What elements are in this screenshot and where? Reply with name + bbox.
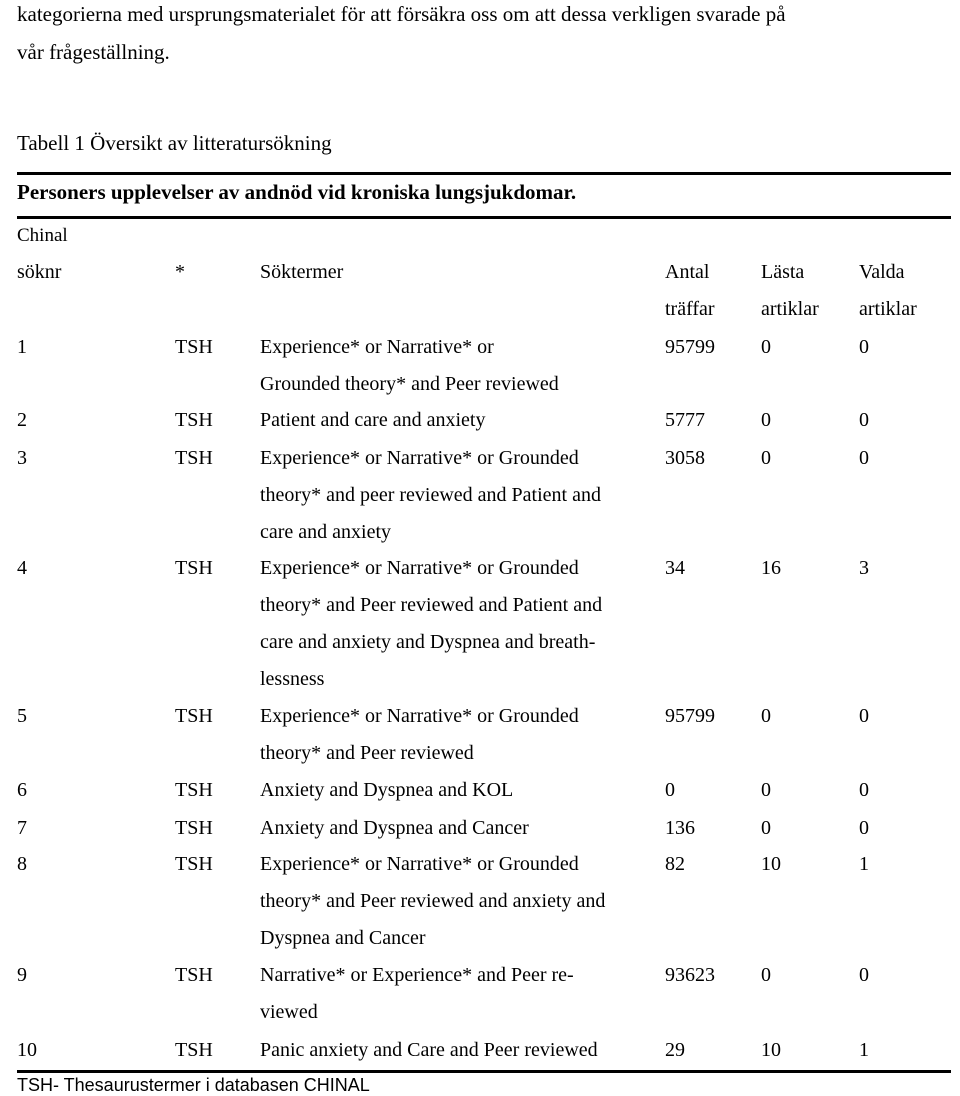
table-bottom-rule xyxy=(17,1070,951,1073)
row-lasta-artiklar: 0 xyxy=(761,817,771,839)
row-number: 8 xyxy=(17,853,27,875)
row-lasta-artiklar: 0 xyxy=(761,705,771,727)
row-search-terms: Experience* or Narrative* or xyxy=(260,336,494,358)
row-antal-traffar: 34 xyxy=(665,557,685,579)
table-subtitle: Personers upplevelser av andnöd vid kroniska lungsjukdomar. xyxy=(17,180,577,204)
row-number: 10 xyxy=(17,1039,37,1061)
row-search-terms: theory* and peer reviewed and Patient and xyxy=(260,484,601,506)
row-valda-artiklar: 0 xyxy=(859,817,869,839)
row-number: 1 xyxy=(17,336,27,358)
row-lasta-artiklar: 0 xyxy=(761,409,771,431)
row-lasta-artiklar: 0 xyxy=(761,336,771,358)
row-type: TSH xyxy=(175,1039,213,1061)
row-valda-artiklar: 0 xyxy=(859,779,869,801)
header-lasta: Lästa xyxy=(761,261,805,283)
row-number: 9 xyxy=(17,964,27,986)
row-search-terms: theory* and Peer reviewed xyxy=(260,742,474,764)
header-soktermer: Söktermer xyxy=(260,261,344,283)
row-search-terms: Experience* or Narrative* or Grounded xyxy=(260,853,579,875)
row-valda-artiklar: 0 xyxy=(859,705,869,727)
row-type: TSH xyxy=(175,964,213,986)
row-search-terms: Narrative* or Experience* and Peer re- xyxy=(260,964,574,986)
row-antal-traffar: 0 xyxy=(665,779,675,801)
header-antal-sub: träffar xyxy=(665,298,715,320)
header-valda: Valda xyxy=(859,261,905,283)
row-search-terms: Anxiety and Dyspnea and KOL xyxy=(260,779,514,801)
intro-line-1: kategorierna med ursprungsmaterialet för att försäkra oss om att dessa verkligen svarade på xyxy=(17,2,786,26)
row-lasta-artiklar: 0 xyxy=(761,779,771,801)
row-type: TSH xyxy=(175,409,213,431)
row-antal-traffar: 3058 xyxy=(665,447,705,469)
header-antal: Antal xyxy=(665,261,710,283)
table-subtitle-rule xyxy=(17,216,951,219)
row-type: TSH xyxy=(175,817,213,839)
row-valda-artiklar: 0 xyxy=(859,964,869,986)
row-type: TSH xyxy=(175,557,213,579)
row-antal-traffar: 93623 xyxy=(665,964,715,986)
row-type: TSH xyxy=(175,705,213,727)
row-valda-artiklar: 1 xyxy=(859,853,869,875)
row-lasta-artiklar: 10 xyxy=(761,1039,781,1061)
row-antal-traffar: 82 xyxy=(665,853,685,875)
row-number: 7 xyxy=(17,817,27,839)
intro-line-2: vår frågeställning. xyxy=(17,40,170,64)
row-antal-traffar: 29 xyxy=(665,1039,685,1061)
row-search-terms: Patient and care and anxiety xyxy=(260,409,486,431)
row-antal-traffar: 95799 xyxy=(665,705,715,727)
header-soknr: söknr xyxy=(17,261,62,283)
header-valda-sub: artiklar xyxy=(859,298,917,320)
row-search-terms: Anxiety and Dyspnea and Cancer xyxy=(260,817,529,839)
row-valda-artiklar: 0 xyxy=(859,409,869,431)
row-number: 2 xyxy=(17,409,27,431)
row-type: TSH xyxy=(175,447,213,469)
row-valda-artiklar: 3 xyxy=(859,557,869,579)
table-caption: Tabell 1 Översikt av litteratursökning xyxy=(17,131,332,155)
row-lasta-artiklar: 10 xyxy=(761,853,781,875)
row-search-terms: Experience* or Narrative* or Grounded xyxy=(260,447,579,469)
row-search-terms: Grounded theory* and Peer reviewed xyxy=(260,373,559,395)
row-type: TSH xyxy=(175,853,213,875)
row-search-terms: lessness xyxy=(260,668,325,690)
header-star: * xyxy=(175,261,185,283)
row-search-terms: theory* and Peer reviewed and Patient and xyxy=(260,594,603,616)
row-valda-artiklar: 0 xyxy=(859,336,869,358)
row-type: TSH xyxy=(175,779,213,801)
row-lasta-artiklar: 16 xyxy=(761,557,781,579)
row-lasta-artiklar: 0 xyxy=(761,447,771,469)
row-search-terms: viewed xyxy=(260,1001,318,1023)
row-number: 5 xyxy=(17,705,27,727)
row-type: TSH xyxy=(175,336,213,358)
row-search-terms: Panic anxiety and Care and Peer reviewed xyxy=(260,1039,598,1061)
row-search-terms: care and anxiety and Dyspnea and breath- xyxy=(260,631,596,653)
database-label: Chinal xyxy=(17,225,68,246)
row-number: 3 xyxy=(17,447,27,469)
row-number: 4 xyxy=(17,557,27,579)
row-antal-traffar: 95799 xyxy=(665,336,715,358)
row-search-terms: Experience* or Narrative* or Grounded xyxy=(260,705,579,727)
row-lasta-artiklar: 0 xyxy=(761,964,771,986)
row-antal-traffar: 5777 xyxy=(665,409,705,431)
row-number: 6 xyxy=(17,779,27,801)
row-search-terms: Dyspnea and Cancer xyxy=(260,927,426,949)
row-valda-artiklar: 1 xyxy=(859,1039,869,1061)
row-valda-artiklar: 0 xyxy=(859,447,869,469)
table-top-rule xyxy=(17,172,951,175)
row-search-terms: theory* and Peer reviewed and anxiety and xyxy=(260,890,606,912)
row-search-terms: Experience* or Narrative* or Grounded xyxy=(260,557,579,579)
row-search-terms: care and anxiety xyxy=(260,521,392,543)
table-footnote: TSH- Thesaurustermer i databasen CHINAL xyxy=(17,1075,370,1095)
header-lasta-sub: artiklar xyxy=(761,298,819,320)
row-antal-traffar: 136 xyxy=(665,817,695,839)
